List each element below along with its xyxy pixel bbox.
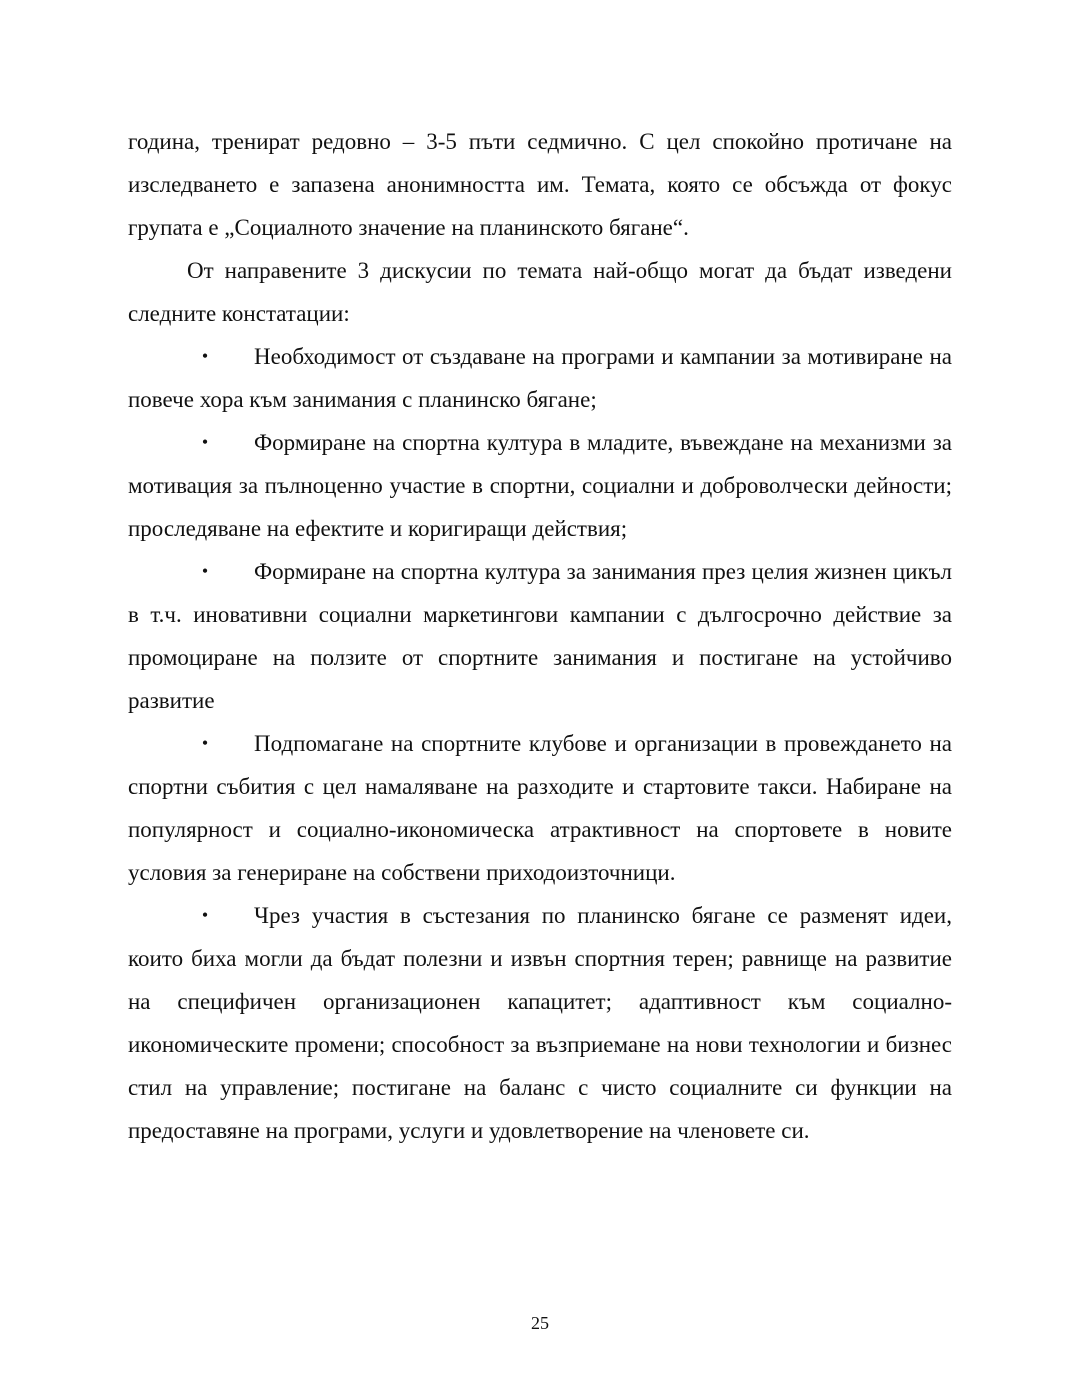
- bullet-item-1: [128, 335, 952, 421]
- bullet-text: Чрез участия в състезания по планинско бягане се разменят идеи, които биха могли да бъдат полезни и извън спортния терен; равнище на развитие на специфичен организационен капацитет; адаптивност към социално-икономическите промени; способност за възприемане на нови технологии и бизнес стил на управление; постигане на баланс с чисто социалните си функции на предоставяне на програми, услуги и удовлетворение на членовете си.: [128, 903, 952, 1143]
- body-text: [128, 120, 952, 1152]
- bullet-icon: •: [201, 561, 209, 581]
- bullet-icon: •: [201, 346, 209, 366]
- bullet-icon: •: [201, 905, 209, 925]
- bullet-text: Формиране на спортна култура за занимания през целия жизнен цикъл в т.ч. иновативни социални маркетингови кампании с дългосрочно действие за промоциране на ползите от спортните занимания и постигане на устойчиво развитие: [128, 559, 952, 713]
- bullet-item-5: [128, 894, 952, 1152]
- lead-paragraph: От направените 3 дискусии по темата най-общо могат да бъдат изведени следните констатации:: [128, 258, 952, 326]
- page-number: 25: [531, 1313, 549, 1333]
- bullet-text: Формиране на спортна култура в младите, въвеждане на механизми за мотивация за пълноценно участие в спортни, социални и доброволчески дейности; проследяване на ефектите и коригиращи действия;: [128, 430, 952, 541]
- bullet-icon: •: [201, 432, 209, 452]
- bullet-item-4: [128, 722, 952, 894]
- bullet-item-3: [128, 550, 952, 722]
- bullet-text: Необходимост от създаване на програми и кампании за мотивиране на повече хора към занимания с планинско бягане;: [128, 344, 952, 412]
- intro-paragraph: година, тренират редовно – 3-5 пъти седмично. С цел спокойно протичане на изследването е запазена анонимността им. Темата, която се обсъжда от фокус групата е „Социалното значение на планинското бягане“.: [128, 129, 952, 240]
- bullet-item-2: [128, 421, 952, 550]
- bullet-icon: •: [201, 733, 209, 753]
- bullet-text: Подпомагане на спортните клубове и организации в провеждането на спортни събития с цел намаляване на разходите и стартовите такси. Набиране на популярност и социално-икономическа атрактивност на спортовете в новите условия за генериране на собствени приходоизточници.: [128, 731, 952, 885]
